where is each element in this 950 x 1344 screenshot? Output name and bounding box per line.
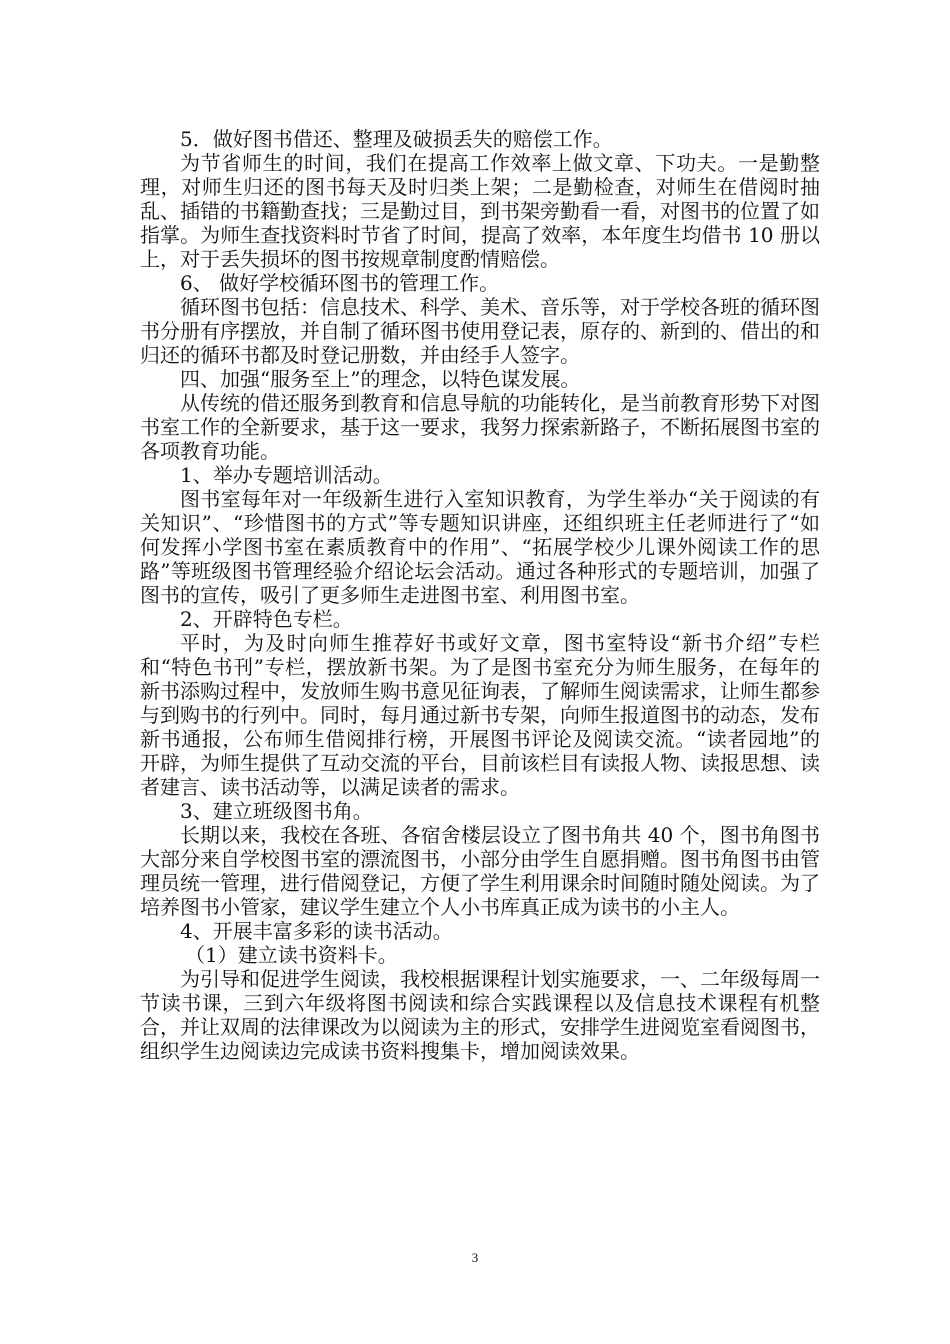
section-heading-5: 5．做好图书借还、整理及破损丢失的赔偿工作。 <box>180 127 613 151</box>
page-number: 3 <box>471 1250 479 1265</box>
body-paragraph: 为引导和促进学生阅读，我校根据课程计划实施要求，一、二年级每周一节读书课，三到六年级将图书阅读和综合实践课程以及信息技术课程有机整合，并让双周的法律课改为以阅读为主的形式，安排学生进阅览室看阅图书，组织学生边阅读边完成读书资料搜集卡，增加阅读效果。 <box>140 967 820 1063</box>
body-paragraph: 图书室每年对一年级新生进行入室知识教育，为学生举办“关于阅读的有关知识”、“珍惜图书的方式”等专题知识讲座，还组织班主任老师进行了“如何发挥小学图书室在素质教育中的作用”、“拓展学校少儿课外阅读工作的思路”等班级图书管理经验介绍论坛会活动。通过各种形式的专题培训，加强了图书的宣传，吸引了更多师生走进图书室、利用图书室。 <box>140 487 820 607</box>
subheading-2: 2、开辟特色专栏。 <box>180 607 353 631</box>
body-paragraph: 平时，为及时向师生推荐好书或好文章，图书室特设“新书介绍”专栏和“特色书刊”专栏，摆放新书架。为了是图书室充分为师生服务，在每年的新书添购过程中，发放师生购书意见征询表，了解师生阅读需求，让师生都参与到购书的行列中。同时，每月通过新书专架，向师生报道图书的动态，发布新书通报，公布师生借阅排行榜，开展图书评论及阅读交流。“读者园地”的开辟，为师生提供了互动交流的平台，目前该栏目有读报人物、读报思想、读者建言、读书活动等，以满足读者的需求。 <box>140 631 820 799</box>
section-heading-6: 6、 做好学校循环图书的管理工作。 <box>180 271 500 295</box>
section-heading-4: 四、加强“服务至上”的理念，以特色谋发展。 <box>180 367 581 391</box>
body-paragraph: 从传统的借还服务到教育和信息导航的功能转化，是当前教育形势下对图书室工作的全新要求，基于这一要求，我努力探索新路子，不断拓展图书室的各项教育功能。 <box>140 391 820 463</box>
subheading-3: 3、建立班级图书角。 <box>180 799 373 823</box>
body-paragraph: 为节省师生的时间，我们在提高工作效率上做文章、下功夫。一是勤整理，对师生归还的图书每天及时归类上架；二是勤检查，对师生在借阅时抽乱、插错的书籍勤查找；三是勤过目，到书架旁勤看一看，对图书的位置了如指掌。为师生查找资料时节省了时间，提高了效率，本年度生均借书 10 册以上，对于丢失损坏的图书按规章制度酌情赔偿。 <box>140 151 820 271</box>
body-paragraph: 长期以来，我校在各班、各宿舍楼层设立了图书角共 40 个，图书角图书大部分来自学校图书室的漂流图书，小部分由学生自愿捐赠。图书角图书由管理员统一管理，进行借阅登记，方便了学生利用课余时间随时随处阅读。为了培养图书小管家，建议学生建立个人小书库真正成为读书的小主人。 <box>140 823 820 919</box>
subheading-4: 4、开展丰富多彩的读书活动。 <box>180 919 453 943</box>
document-body <box>140 127 820 1063</box>
sub-subheading-1: （1）建立读书资料卡。 <box>185 943 398 967</box>
subheading-1: 1、举办专题培训活动。 <box>180 463 393 487</box>
body-paragraph: 循环图书包括：信息技术、科学、美术、音乐等，对于学校各班的循环图书分册有序摆放，并自制了循环图书使用登记表，原存的、新到的、借出的和归还的循环书都及时登记册数，并由经手人签字。 <box>140 295 820 367</box>
